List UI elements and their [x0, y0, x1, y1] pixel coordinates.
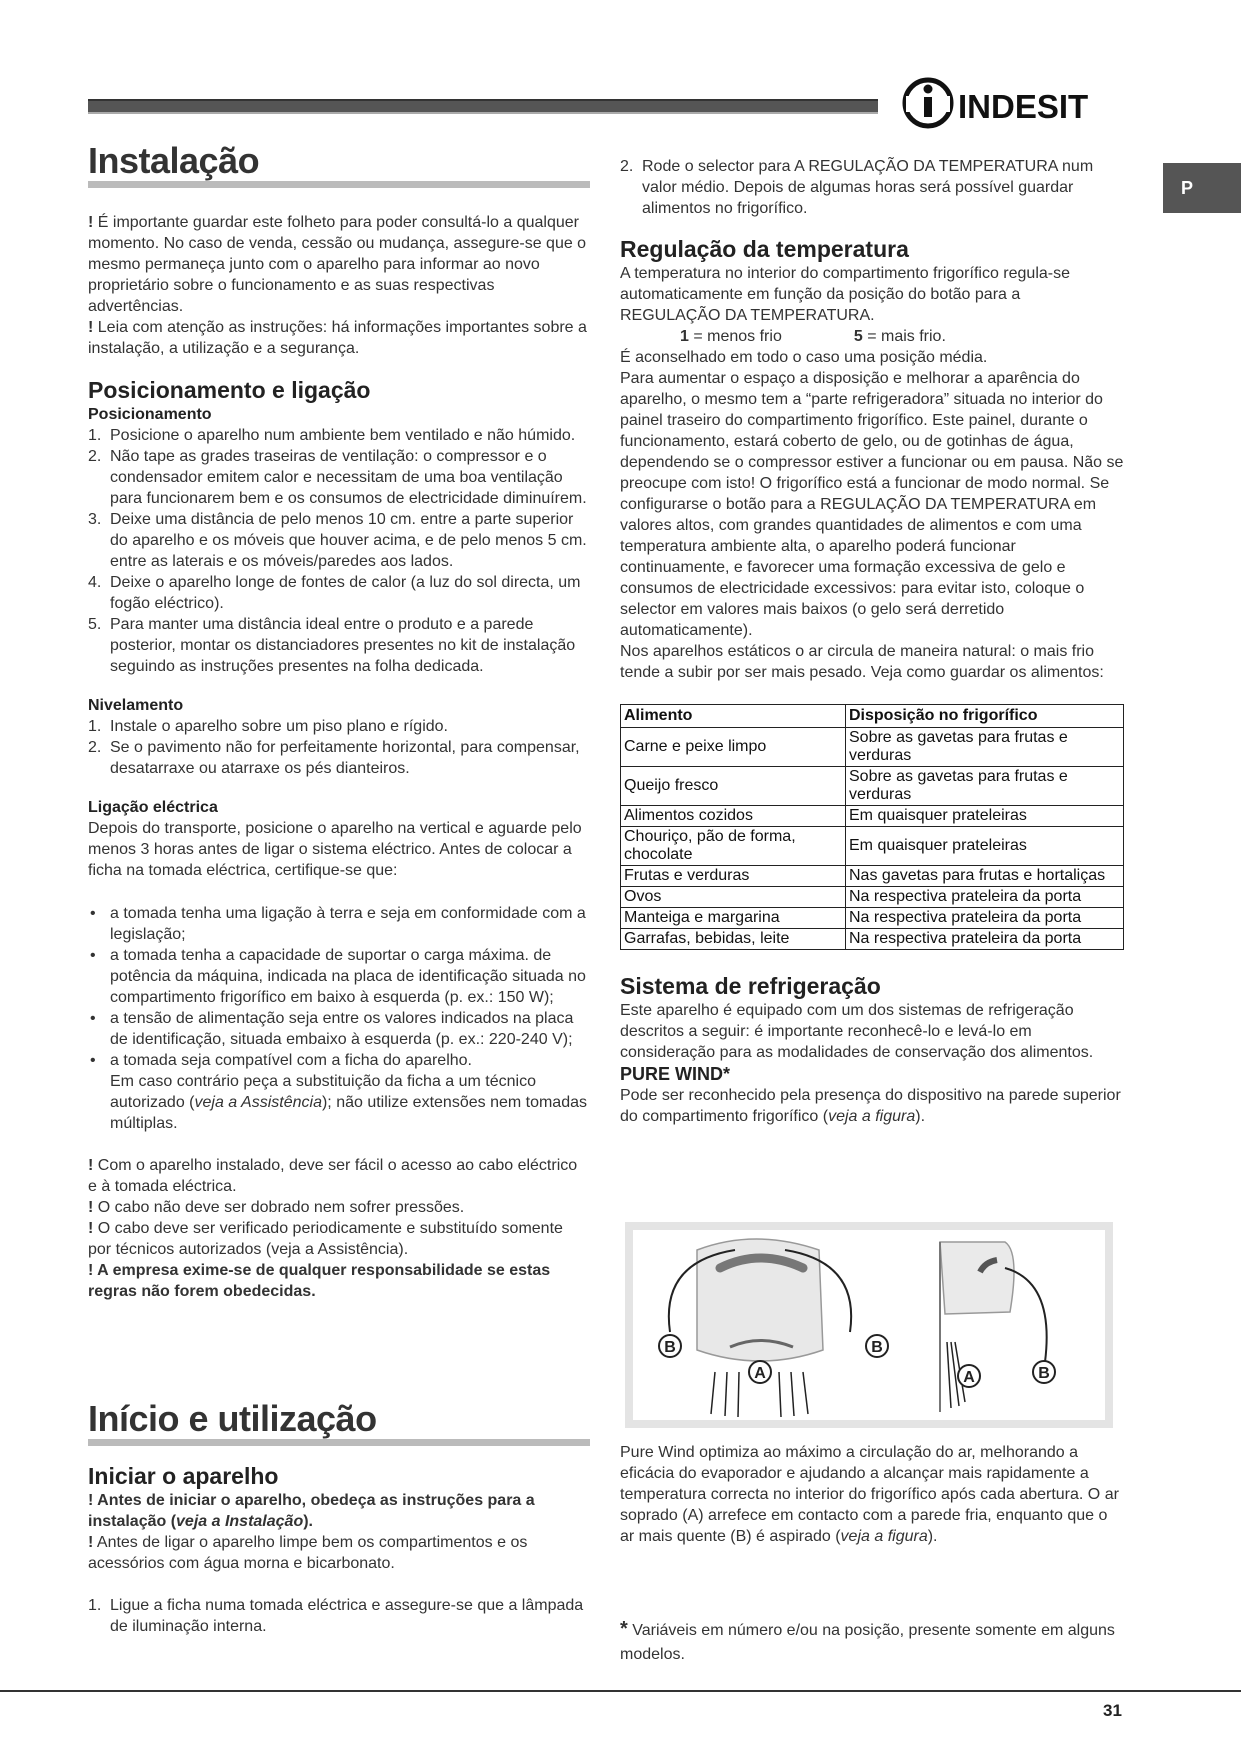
table-row: Queijo fresco Sobre as gavetas para frutas e verduras	[621, 767, 1124, 806]
positioning-subheading: Posicionamento	[88, 406, 212, 423]
cooling-heading: Sistema de refrigeração	[620, 973, 881, 999]
food-storage-table	[620, 704, 1124, 950]
list-item: 2. Rode o selector para A REGULAÇÃO DA TEMPERATURA num valor médio. Depois de algumas horas será possível guardar alimentos no frigorífico.	[620, 158, 1094, 217]
table-row: Frutas e verduras Nas gavetas para frutas e hortaliças	[621, 866, 1124, 887]
page-number: 31	[1103, 1701, 1122, 1720]
table-row: Manteiga e margarina Na respectiva prateleira da porta	[621, 908, 1124, 929]
warning-2: ! O cabo não deve ser dobrado nem sofrer pressões.	[88, 1199, 465, 1216]
list-item: • a tomada tenha uma ligação à terra e seja em conformidade com a legislação;	[90, 905, 586, 943]
pure-wind-heading: PURE WIND*	[620, 1064, 731, 1084]
start-warning: ! Antes de iniciar o aparelho, obedeça as instruções para a instalação (veja a Instalação).	[88, 1492, 535, 1530]
start-heading: Iniciar o aparelho	[88, 1463, 279, 1489]
svg-text:A: A	[963, 1369, 975, 1386]
temperature-heading: Regulação da temperatura	[620, 236, 909, 262]
intro-paragraph-2: ! Leia com atenção as instruções: há informações importantes sobre a instalação, a utilização e a segurança.	[88, 319, 587, 357]
pure-wind-device-side	[940, 1242, 1014, 1314]
bullet-extra: Em caso contrário peça a substituição da ficha a um técnico autorizado (veja a Assistência); não utilize extensões nem tomadas múltiplas.	[110, 1073, 587, 1132]
svg-text:A: A	[754, 1365, 766, 1382]
list-item: 2. Se o pavimento não for perfeitamente horizontal, para compensar, desatarraxe ou atarraxe os pés dianteiros.	[88, 739, 580, 777]
footnote: * Variáveis em número e/ou na posição, presente somente em alguns modelos.	[620, 1618, 1115, 1663]
temperature-text-3: Para aumentar o espaço a disposição e melhorar a aparência do aparelho, o mesmo tem a “parte refrigeradora” situada no interior do painel traseiro do compartimento frigorífico. Este painel, durante o funcionamento, estará coberto de gelo, ou de gotinhas de água, dependendo se o compressor estiver a funcionar ou em pausa. Não se preocupe com isto! O frigorífico está a funcionar de modo normal. Se configurarse o botão para a REGULAÇÃO DA TEMPERATURA em valores altos, com grandes quantidades de alimentos e com uma temperatura ambiente alta, o aparelho poderá funcionar continuamente, e favorecer uma formação excessiva de gelo e consumos de electricidade excessivos: para evitar isto, coloque o selector em valores mais baixos (o gelo será derretido automaticamente).	[620, 370, 1124, 639]
warning-4: ! A empresa exime-se de qualquer responsabilidade se estas regras não forem obedecidas.	[88, 1262, 551, 1300]
list-item: 1. Ligue a ficha numa tomada eléctrica e assegure-se que a lâmpada de iluminação interna.	[88, 1597, 584, 1635]
pure-wind-description: Pure Wind optimiza ao máximo a circulação do ar, melhorando a eficácia do evaporador e ajudando a alcançar mais rapidamente a temperatura correcta no interior do frigorífico após cada abertura. O ar soprado (A) arrefece em contacto com a parede fria, enquanto que o ar mais quente (B) é aspirado (veja a figura).	[620, 1444, 1119, 1545]
temperature-text-4: Nos aparelhos estáticos o ar circula de maneira natural: o mais frio tende a subir por ser mais pesado. Veja como guardar os alimentos:	[620, 643, 1104, 681]
list-item: 4. Deixe o aparelho longe de fontes de calor (a luz do sol directa, um fogão eléctrico).	[88, 574, 581, 612]
table-header: Alimento	[621, 705, 846, 728]
language-tab: P	[1163, 163, 1241, 213]
electric-bullets	[88, 903, 590, 1071]
intro-paragraph-1: ! É importante guardar este folheto para poder consultá-lo a qualquer momento. No caso de venda, cessão ou mudança, assegure-se que o mesmo permaneça junto com o aparelho para informar ao novo proprietário sobre o funcionamento e as suas respectivas advertências.	[88, 214, 587, 315]
header-bar	[88, 99, 878, 112]
brand-logo	[900, 76, 1130, 132]
list-item: • a tomada tenha a capacidade de suportar o carga máxima. de potência da máquina, indicada na placa de identificação situada no compartimento frigorífico em baixo à esquerda (p. ex.: 150 W);	[90, 947, 586, 1006]
leveling-subheading: Nivelamento	[88, 697, 184, 714]
positioning-list	[88, 425, 590, 677]
temperature-text-1: A temperatura no interior do compartimento frigorífico regula-se automaticamente em função da posição do botão para a REGULAÇÃO DA TEMPERATURA.	[620, 265, 1070, 324]
right-column	[620, 156, 1124, 1127]
table-header-row	[621, 705, 1124, 728]
positioning-heading: Posicionamento e ligação	[88, 377, 371, 403]
table-row: Garrafas, bebidas, leite Na respectiva prateleira da porta	[621, 929, 1124, 950]
warning-1: ! Com o aparelho instalado, deve ser fácil o acesso ao cabo eléctrico e à tomada eléctrica.	[88, 1157, 578, 1195]
start-title: Início e utilização	[88, 1398, 377, 1439]
installation-title-bar	[88, 181, 590, 188]
warning-3: ! O cabo deve ser verificado periodicamente e substituído somente por técnicos autorizados (veja a Assistência).	[88, 1220, 563, 1258]
left-column	[88, 140, 590, 1302]
electric-paragraph: Depois do transporte, posicione o aparelho na vertical e aguarde pelo menos 3 horas antes de ligar o sistema eléctrico. Antes de colocar a ficha na tomada eléctrica, certifique-se que:	[88, 820, 582, 879]
table-header: Disposição no frigorífico	[846, 705, 1124, 728]
start-title-bar	[88, 1439, 590, 1446]
installation-title: Instalação	[88, 140, 260, 181]
table-row: Ovos Na respectiva prateleira da porta	[621, 887, 1124, 908]
temperature-scale: 1 = menos frio 5 = mais frio.	[680, 328, 946, 345]
temperature-text-2: É aconselhado em todo o caso uma posição média.	[620, 349, 988, 366]
start-steps	[88, 1595, 590, 1637]
table-row: Carne e peixe limpo Sobre as gavetas para frutas e verduras	[621, 728, 1124, 767]
list-item: • a tomada seja compatível com a ficha do aparelho.	[90, 1052, 472, 1069]
list-item: 2. Não tape as grades traseiras de ventilação: o compressor e o condensador emitem calor e necessitam de uma boa ventilação para funcionarem bem e os consumos de electricidade diminuírem.	[88, 448, 587, 507]
table-row: Alimentos cozidos Em quaisquer prateleiras	[621, 806, 1124, 827]
svg-text:B: B	[664, 1339, 676, 1356]
leveling-list	[88, 716, 590, 779]
left-column-start	[88, 1398, 590, 1637]
list-item: • a tensão de alimentação seja entre os valores indicados na placa de identificação, situada embaixo à esquerda (p. ex.: 220-240 V);	[90, 1010, 574, 1048]
indesit-logo-icon	[900, 76, 1130, 132]
list-item: 1. Posicione o aparelho num ambiente bem ventilado e não húmido.	[88, 427, 576, 444]
right-column-bottom	[620, 1442, 1124, 1667]
cooling-text: Este aparelho é equipado com um dos sistemas de refrigeração descritos a seguir: é importante reconhecê-lo e levá-lo em consideração para as modalidades de conservação dos alimentos.	[620, 1002, 1094, 1061]
pure-wind-text: Pode ser reconhecido pela presença do dispositivo na parede superior do compartimento frigorífico (veja a figura).	[620, 1087, 1121, 1125]
table-row: Chouriço, pão de forma, chocolate Em quaisquer prateleiras	[621, 827, 1124, 866]
list-item: 5. Para manter uma distância ideal entre o produto e a parede posterior, montar os distanciadores presentes no kit de instalação seguindo as instruções presentes na folha dedicada.	[88, 616, 576, 675]
electric-subheading: Ligação eléctrica	[88, 799, 218, 816]
list-item: 1. Instale o aparelho sobre um piso plano e rígido.	[88, 718, 448, 735]
svg-text:B: B	[1038, 1365, 1050, 1382]
start-steps-continued	[620, 156, 1124, 219]
pure-wind-figure	[625, 1222, 1113, 1428]
footer-line	[0, 1690, 1241, 1692]
svg-text:B: B	[871, 1339, 883, 1356]
brand-name: INDESIT	[958, 88, 1089, 125]
list-item: 3. Deixe uma distância de pelo menos 10 cm. entre a parte superior do aparelho e os móveis que houver acima, e de pelo menos 5 cm. entre as laterais e os móveis/paredes aos lados.	[88, 511, 587, 570]
start-note: ! Antes de ligar o aparelho limpe bem os compartimentos e os acessórios com água morna e bicarbonato.	[88, 1534, 528, 1572]
